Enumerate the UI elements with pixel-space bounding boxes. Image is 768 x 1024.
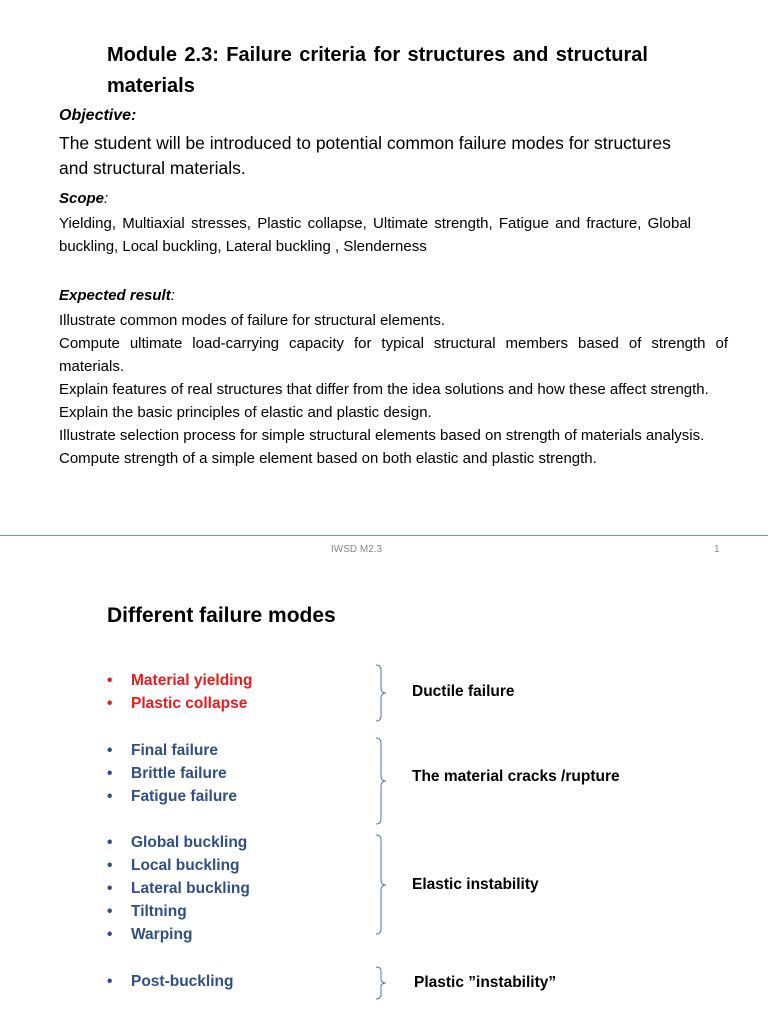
- list-item-label: Warping: [131, 926, 193, 943]
- brace-icon: [372, 664, 392, 722]
- list-item-label: Post-buckling: [131, 973, 234, 990]
- list-item-label: Lateral buckling: [131, 880, 250, 897]
- list-item-label: Local buckling: [131, 857, 240, 874]
- bullet-icon: •: [107, 788, 113, 805]
- expected-result-item: Explain features of real structures that differ from the idea solutions and how these affect strength.: [59, 381, 709, 398]
- group-label-plastic-instability: Plastic ”instability”: [414, 974, 557, 991]
- expected-result-item: Compute ultimate load-carrying capacity for typical structural members based of strength of materials.: [59, 335, 728, 375]
- brace-icon: [372, 737, 392, 825]
- list-item: [107, 762, 237, 785]
- expected-result-item: Illustrate selection process for simple structural elements based on strength of materials analysis.: [59, 427, 705, 444]
- list-item-label: Brittle failure: [131, 765, 227, 782]
- list-item-label: Plastic collapse: [131, 695, 248, 712]
- objective-text: The student will be introduced to potential common failure modes for structures and structural materials.: [59, 133, 671, 178]
- bullet-icon: •: [107, 695, 113, 712]
- list-item: [107, 923, 250, 946]
- list-item-label: Fatigue failure: [131, 788, 237, 805]
- expected-result-list: [59, 309, 728, 470]
- failure-group-plastic-instability: [107, 970, 233, 993]
- bullet-icon: •: [107, 973, 113, 990]
- group-label-elastic-instability: Elastic instability: [412, 876, 539, 893]
- list-item: [107, 854, 250, 877]
- bullet-icon: •: [107, 926, 113, 943]
- list-item: [107, 877, 250, 900]
- expected-result-item: Compute strength of a simple element based on both elastic and plastic strength.: [59, 450, 597, 467]
- expected-result-heading: [59, 287, 175, 304]
- expected-result-item: Explain the basic principles of elastic and plastic design.: [59, 404, 432, 421]
- scope-heading: [59, 190, 108, 207]
- bullet-icon: •: [107, 765, 113, 782]
- bullet-icon: •: [107, 903, 113, 920]
- slide-divider: [0, 535, 768, 536]
- slide1-title: Module 2.3: Failure criteria for structures and structural materials: [107, 44, 648, 97]
- list-item: [107, 739, 237, 762]
- expected-heading-colon: :: [170, 287, 175, 304]
- failure-group-elastic-instability: [107, 831, 250, 946]
- bullet-icon: •: [107, 880, 113, 897]
- group-label-ductile: Ductile failure: [412, 683, 515, 700]
- list-item: [107, 900, 250, 923]
- failure-group-ductile: [107, 669, 252, 715]
- expected-heading-label: Expected result: [59, 287, 171, 304]
- scope-text: Yielding, Multiaxial stresses, Plastic collapse, Ultimate strength, Fatigue and fracture, Global buckling, Local buckling, Lateral buckling , Slenderness: [59, 215, 691, 255]
- bullet-icon: •: [107, 672, 113, 689]
- bullet-icon: •: [107, 857, 113, 874]
- scope-heading-label: Scope: [59, 190, 105, 207]
- list-item-label: Final failure: [131, 742, 218, 759]
- group-label-cracks: The material cracks /rupture: [412, 768, 620, 785]
- list-item: [107, 970, 233, 993]
- list-item-label: Tiltning: [131, 903, 187, 920]
- brace-icon: [372, 834, 392, 936]
- failure-group-cracks: [107, 739, 237, 808]
- list-item: [107, 692, 252, 715]
- list-item: [107, 831, 250, 854]
- brace-icon: [372, 966, 392, 1000]
- expected-result-item: Illustrate common modes of failure for structural elements.: [59, 312, 445, 329]
- scope-heading-colon: :: [104, 190, 109, 207]
- list-item-label: Material yielding: [131, 672, 253, 689]
- bullet-icon: •: [107, 834, 113, 851]
- list-item-label: Global buckling: [131, 834, 248, 851]
- slide2-title: Different failure modes: [107, 604, 336, 627]
- page-number: 1: [714, 544, 720, 555]
- bullet-icon: •: [107, 742, 113, 759]
- list-item: [107, 785, 237, 808]
- list-item: [107, 669, 252, 692]
- footer-text: IWSD M2.3: [331, 544, 383, 555]
- objective-heading: Objective:: [59, 107, 137, 124]
